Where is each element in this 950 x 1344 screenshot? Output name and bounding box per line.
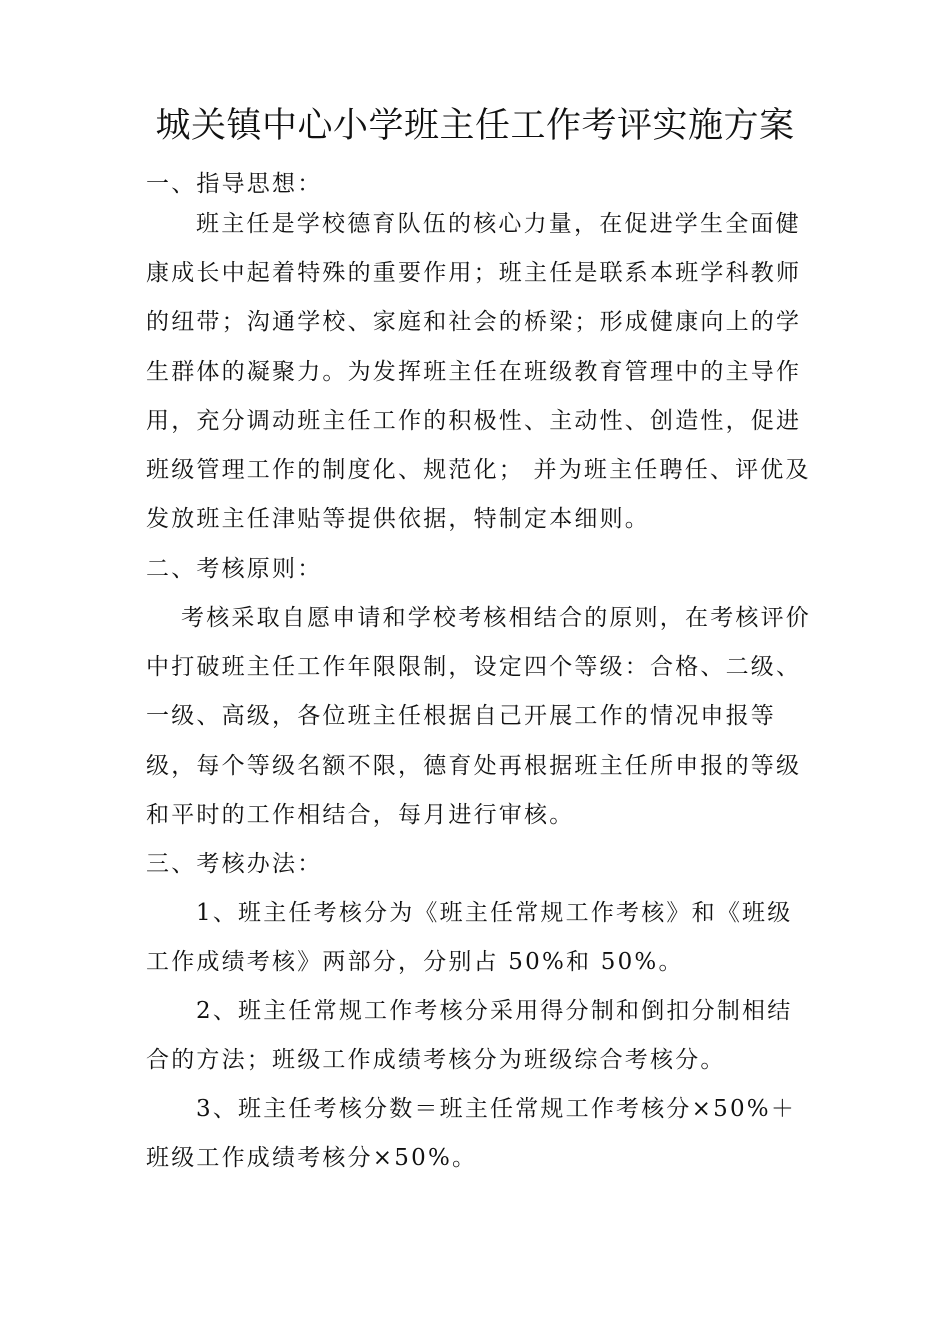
section-heading-assessment-principles: 二、考核原则： — [146, 556, 323, 582]
document-title: 城关镇中心小学班主任工作考评实施方案 — [155, 106, 795, 146]
paragraph-method-2: 2、班主任常规工作考核分采用得分制和倒扣分制相结合的方法；班级工作成绩考核分为班级综合考核分。 — [146, 998, 793, 1074]
section-heading-guiding-ideology: 一、指导思想： — [146, 171, 323, 197]
section-heading-assessment-methods: 三、考核办法： — [146, 851, 323, 877]
paragraph-guiding-ideology: 班主任是学校德育队伍的核心力量，在促进学生全面健康成长中起着特殊的重要作用；班主任是联系本班学科教师的纽带；沟通学校、家庭和社会的桥梁；形成健康向上的学生群体的凝聚力。为发挥班主任在班级教育管理中的主导作用，充分调动班主任工作的积极性、主动性、创造性，促进班级管理工作的制度化、规范化； 并为班主任聘任、评优及发放班主任津贴等提供依据，特制定本细则。 — [146, 211, 811, 533]
paragraph-method-1: 1、班主任考核分为《班主任常规工作考核》和《班级工作成绩考核》两部分，分别占 50%和 50%。 — [146, 900, 793, 976]
paragraph-method-3: 3、班主任考核分数＝班主任常规工作考核分×50%＋班级工作成绩考核分×50%。 — [146, 1096, 797, 1172]
paragraph-assessment-principles: 考核采取自愿申请和学校考核相结合的原则，在考核评价中打破班主任工作年限限制，设定四个等级：合格、二级、一级、高级，各位班主任根据自己开展工作的情况申报等级，每个等级名额不限，德育处再根据班主任所申报的等级和平时的工作相结合，每月进行审核。 — [146, 605, 811, 828]
